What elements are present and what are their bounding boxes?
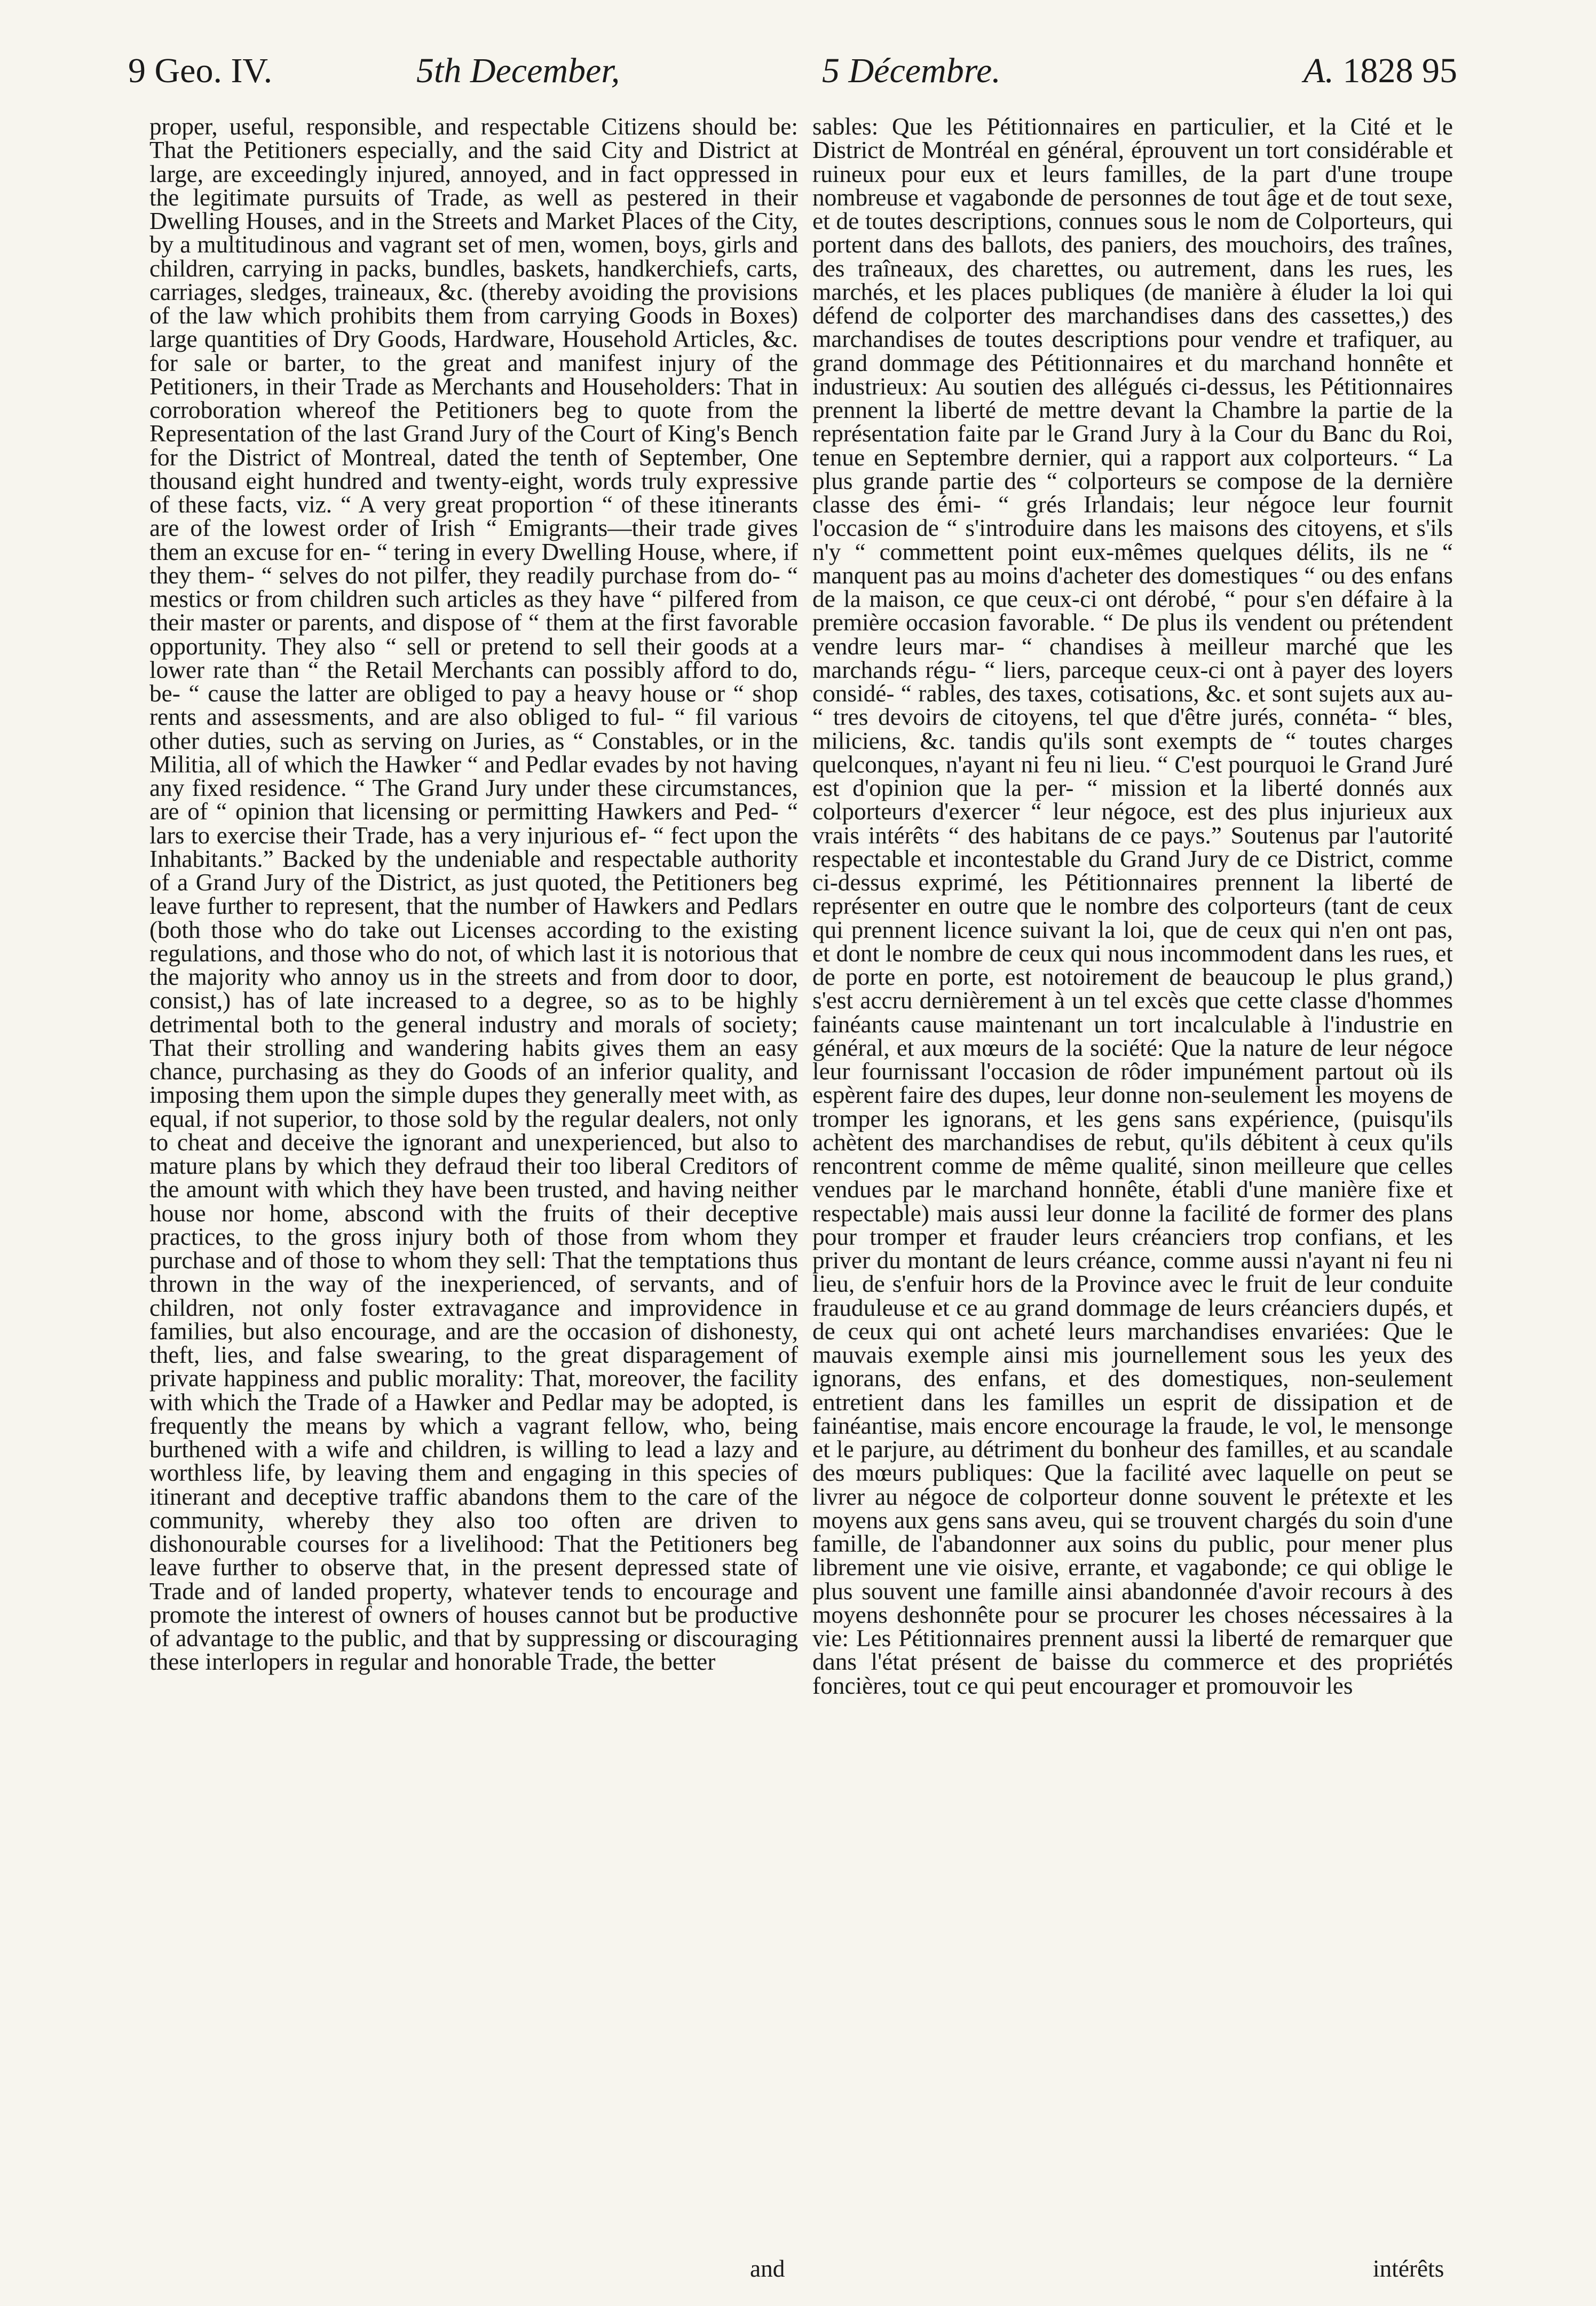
english-column [149, 115, 798, 2255]
year-and-page [1303, 42, 1457, 100]
english-catchword: and [750, 2255, 785, 2282]
year-label: A. [1303, 51, 1334, 90]
french-paragraph: sables: Que les Pétitionnaires en particulier, et la Cité et le District de Montréal en général, éprouvent un tort considérable et ruineux pour eux et leurs familles, de la part d'une troupe nombreuse et vagabonde de personnes de tout âge et de tout sexe, et de toutes descriptions, connues sous le nom de Colporteurs, qui portent dans des ballots, des paniers, des mouchoirs, des traînes, des traîneaux, des charettes, ou autrement, dans les rues, les marchés, et les places publiques (de manière à éluder la loi qui défend de colporter des marchandises dans des cassettes,) des marchandises de toutes descriptions pour vendre et trafiquer, au grand dommage des Pétitionnaires et du marchand honnête et industrieux: Au soutien des allégués ci-dessus, les Pétitionnaires prennent la liberté de mettre devant la Chambre la partie de la représentation faite par le Grand Jury à la Cour du Banc du Roi, tenue en Septembre dernier, qui a rapport aux colporteurs. “ La plus grande partie des “ colporteurs se compose de la dernière classe des émi- “ grés Irlandais; leur négoce leur fournit l'occasion de “ s'introduire dans les maisons des citoyens, et s'ils n'y “ commettent point eux-mêmes quelques délits, ils ne “ manquent pas au moins d'acheter des domestiques “ ou des enfans de la maison, ce que ceux-ci ont dérobé, “ pour s'en défaire à la première occasion favorable. “ De plus ils vendent ou prétendent vendre leurs mar- “ chandises à meilleur marché que les marchands régu- “ liers, parceque ceux-ci ont à payer des loyers considé- “ rables, des taxes, cotisations, &c. et sont sujets aux au- “ tres devoirs de citoyens, tel que d'être jurés, connéta- “ bles, miliciens, &c. tandis qu'ils sont exempts de “ toutes charges quelconques, n'ayant ni feu ni lieu. “ C'est pourquoi le Grand Juré est d'opinion que la per- “ mission et la liberté donnés aux colporteurs d'exercer “ leur négoce, est des plus injurieux aux vrais intérêts “ des habitans de ce pays.” Soutenus par l'autorité respectable et incontestable du Grand Jury de ce District, comme ci-dessus exprimé, les Pétitionnaires prennent la liberté de représenter en outre que le nombre des colporteurs (tant de ceux qui prennent licence suivant la loi, que de ceux qui n'en ont pas, et dont le nombre de ceux qui nous incommodent dans les rues, et de porte en porte, est notoirement de beaucoup le plus grand,) s'est accru dernièrement à un tel excès que cette classe d'hommes fainéants cause maintenant un tort incalculable à l'industrie en général, et aux mœurs de la société: Que la nature de leur négoce leur fournissant l'occasion de rôder impunément partout où ils espèrent faire des dupes, leur donne non-seulement les moyens de tromper les ignorans, et les gens sans expérience, (puisqu'ils achètent des marchandises de rebut, qu'ils débitent à ceux qu'ils rencontrent comme de même qualité, sinon meilleure que celles vendues par le marchand honnête, établi d'une manière fixe et respectable) mais aussi leur donne la facilité de former des plans pour tromper et frauder leurs créanciers trop confians, et les priver du montant de leurs créance, comme aussi n'ayant ni feu ni lieu, de s'enfuir hors de la Province avec le fruit de leur conduite frauduleuse et ce au grand dommage de leurs créanciers dupés, et de ceux qui ont acheté leurs marchandises envariées: Que le mauvais exemple ainsi mis journellement sous les yeux des ignorans, des enfans, et des domestiques, non-seulement entretient dans les familles un esprit de dissipation et de fainéantise, mais encore encourage la fraude, le vol, le mensonge et le parjure, au détriment du bonheur des familles, et au scandale des mœurs publiques: Que la facilité avec laquelle on peut se livrer au négoce de colporteur donne souvent le prétexte et les moyens aux gens sans aveu, qui se trouvent chargés du soin d'une famille, de l'abandonner aux soins du public, pour mener plus librement une vie oisive, errante, et vagabonde; ce qui oblige le plus souvent une famille ainsi abandonnée d'avoir recours à des moyens deshonnête pour se procurer les choses nécessaires à la vie: Les Pétitionnaires prennent aussi la liberté de remarquer que dans l'état présent de baisse du commerce et des propriétés foncières, tout ce qui peut encourager et promouvoir les [812, 113, 1453, 1699]
running-header [128, 42, 1457, 106]
year: 1828 [1342, 51, 1413, 90]
page-number: 95 [1422, 51, 1457, 90]
french-catchword: intérêts [1373, 2255, 1444, 2282]
french-date: 5 Décembre. [822, 51, 1001, 90]
english-paragraph: proper, useful, responsible, and respectable Citizens should be: That the Petitioners especially, and the said City and District at large, are exceedingly injured, annoyed, and in fact oppressed in the legitimate pursuits of Trade, as well as pestered in their Dwelling Houses, and in the Streets and Market Places of the City, by a multitudinous and vagrant set of men, women, boys, girls and children, carrying in packs, bundles, baskets, handkerchiefs, carts, carriages, sledges, traineaux, &c. (thereby avoiding the provisions of the law which prohibits them from carrying Goods in Boxes) large quantities of Dry Goods, Hardware, Household Articles, &c. for sale or barter, to the great and manifest injury of the Petitioners, in their Trade as Merchants and Householders: That in corroboration whereof the Petitioners beg to quote from the Representation of the last Grand Jury of the Court of King's Bench for the District of Montreal, dated the tenth of September, One thousand eight hundred and twenty-eight, words truly expressive of these facts, viz. “ A very great proportion “ of these itinerants are of the lowest order of Irish “ Emigrants—their trade gives them an excuse for en- “ tering in every Dwelling House, where, if they them- “ selves do not pilfer, they readily purchase from do- “ mestics or from children such articles as they have “ pilfered from their master or parents, and dispose of “ them at the first favorable opportunity. They also “ sell or pretend to sell their goods at a lower rate than “ the Retail Merchants can possibly afford to do, be- “ cause the latter are obliged to pay a heavy house or “ shop rents and assessments, and are also obliged to ful- “ fil various other duties, such as serving on Juries, as “ Constables, or in the Militia, all of which the Hawker “ and Pedlar evades by not having any fixed residence. “ The Grand Jury under these circumstances, are of “ opinion that licensing or permitting Hawkers and Ped- “ lars to exercise their Trade, has a very injurious ef- “ fect upon the Inhabitants.” Backed by the undeniable and respectable authority of a Grand Jury of the District, as just quoted, the Petitioners beg leave further to represent, that the number of Hawkers and Pedlars (both those who do take out Licenses according to the existing regulations, and those who do not, of which last it is notorious that the majority who annoy us in the streets and from door to door, consist,) has of late increased to a degree, so as to be highly detrimental both to the general industry and morals of society; That their strolling and wandering habits gives them an easy chance, purchasing as they do Goods of an inferior quality, and imposing them upon the simple dupes they generally meet with, as equal, if not superior, to those sold by the regular dealers, not only to cheat and deceive the ignorant and unexperienced, but also to mature plans by which they defraud their too liberal Creditors of the amount with which they have been trusted, and having neither house nor home, abscond with the fruits of their deceptive practices, to the gross injury both of those from whom they purchase and of those to whom they sell: That the temptations thus thrown in the way of the inexperienced, of servants, and of children, not only foster extravagance and improvidence in families, but also encourage, and are the occasion of dishonesty, theft, lies, and false swearing, to the great disparagement of private happiness and public morality: That, moreover, the facility with which the Trade of a Hawker and Pedlar may be adopted, is frequently the means by which a vagrant fellow, who, being burthened with a wife and children, is willing to lead a lazy and worthless life, by leaving them and engaging in this species of itinerant and deceptive traffic abandons them to the care of the community, whereby they also too often are driven to dishonourable courses for a livelihood: That the Petitioners beg leave further to observe that, in the present depressed state of Trade and of landed property, whatever tends to encourage and promote the interest of owners of houses cannot but be productive of advantage to the public, and that by suppressing or discouraging these interlopers in regular and honorable Trade, the better [149, 113, 798, 1676]
regnal-year: 9 Geo. IV. [128, 51, 273, 90]
english-date: 5th December, [416, 51, 620, 90]
french-column [812, 115, 1453, 2255]
